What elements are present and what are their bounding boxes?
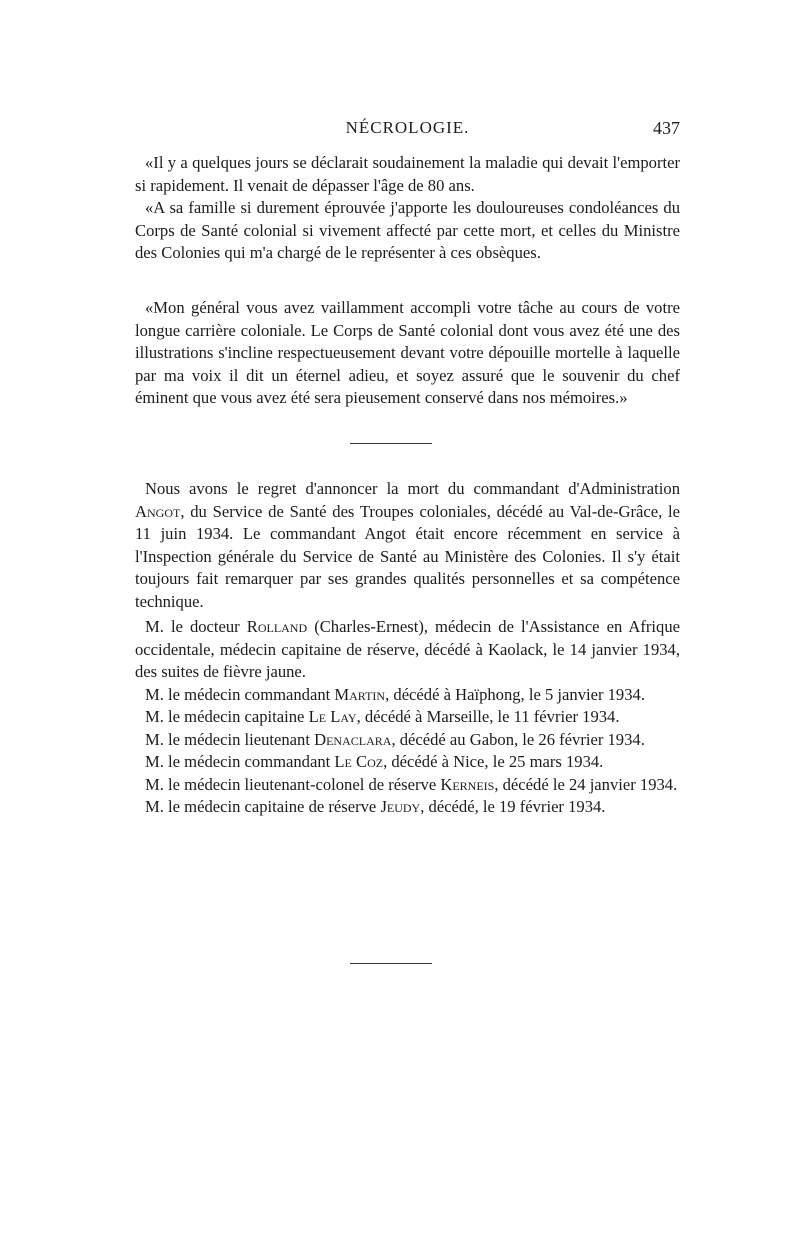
person-name: Le Lay [308, 707, 357, 726]
notice-paragraph: Nous avons le regret d'annoncer la mort du commandant d'Administration Angot, du Service de Santé des Troupes coloniales, décédé au Val-de-Grâce, le 11 juin 1934. Le commandant Angot était encore récemment en service à l'Inspection générale du Service de Santé au Ministère des Colonies. Il s'y était toujours fait remarquer par ses grandes qualités personnelles et sa compétence technique. [135, 479, 680, 611]
person-name: Kerneis [440, 774, 495, 794]
person-name: Angot [135, 501, 181, 521]
quote-paragraph: «A sa famille si durement éprouvée j'apporte les douloureuses condoléances du Corps de Santé colonial si vivement affecté par cette mort, et celles du Ministre des Colonies qui m'a chargé de le représenter à ces obsèques. [135, 198, 680, 262]
obituary-entry: M. le médecin lieutenant Denaclara, décédé au Gabon, le 26 février 1934. [145, 729, 645, 749]
page-number: 437 [653, 118, 680, 138]
person-name: Rolland [246, 617, 308, 636]
obituary-list [135, 616, 680, 819]
section-divider [350, 963, 432, 964]
obituary-entry: M. le médecin commandant Martin, décédé à Haïphong, le 5 janvier 1934. [145, 684, 645, 704]
running-title: NÉCROLOGIE. [345, 118, 470, 137]
obituary-entry: M. le médecin lieutenant-colonel de réserve Kerneis, décédé le 24 janvier 1934. [145, 774, 678, 794]
quote-paragraph: «Il y a quelques jours se déclarait soudainement la maladie qui devait l'emporter si rapidement. Il venait de dépasser l'âge de 80 ans. [135, 153, 680, 195]
page-header [135, 118, 680, 142]
angot-notice [135, 478, 680, 613]
quote-block-1 [135, 152, 680, 265]
person-name: Le Coz [334, 752, 384, 771]
person-name: Denaclara [314, 729, 392, 749]
person-name: Jeudy [380, 797, 421, 816]
section-divider [350, 443, 432, 444]
obituary-entry: M. le médecin capitaine de réserve Jeudy, décédé, le 19 février 1934. [145, 797, 606, 816]
quote-paragraph: «Mon général vous avez vaillamment accompli votre tâche au cours de votre longue carrière coloniale. Le Corps de Santé colonial dont vous avez été une des illustrations s'incline respectueusement devant votre dépouille mortelle à laquelle par ma voix il dit un éternel adieu, et soyez assuré que le souvenir du chef éminent que vous avez été sera pieusement conservé dans nos mémoires.» [135, 298, 680, 407]
obituary-entry: M. le médecin capitaine Le Lay, décédé à Marseille, le 11 février 1934. [145, 707, 620, 726]
obituary-entry: M. le médecin commandant Le Coz, décédé à Nice, le 25 mars 1934. [145, 752, 604, 771]
person-name: Martin [334, 684, 386, 704]
obituary-entry: M. le docteur Rolland (Charles-Ernest), médecin de l'Assistance en Afrique occidentale, médecin capitaine de réserve, décédé à Kaolack, le 14 janvier 1934, des suites de fièvre jaune. [135, 617, 680, 681]
quote-block-2 [135, 297, 680, 410]
